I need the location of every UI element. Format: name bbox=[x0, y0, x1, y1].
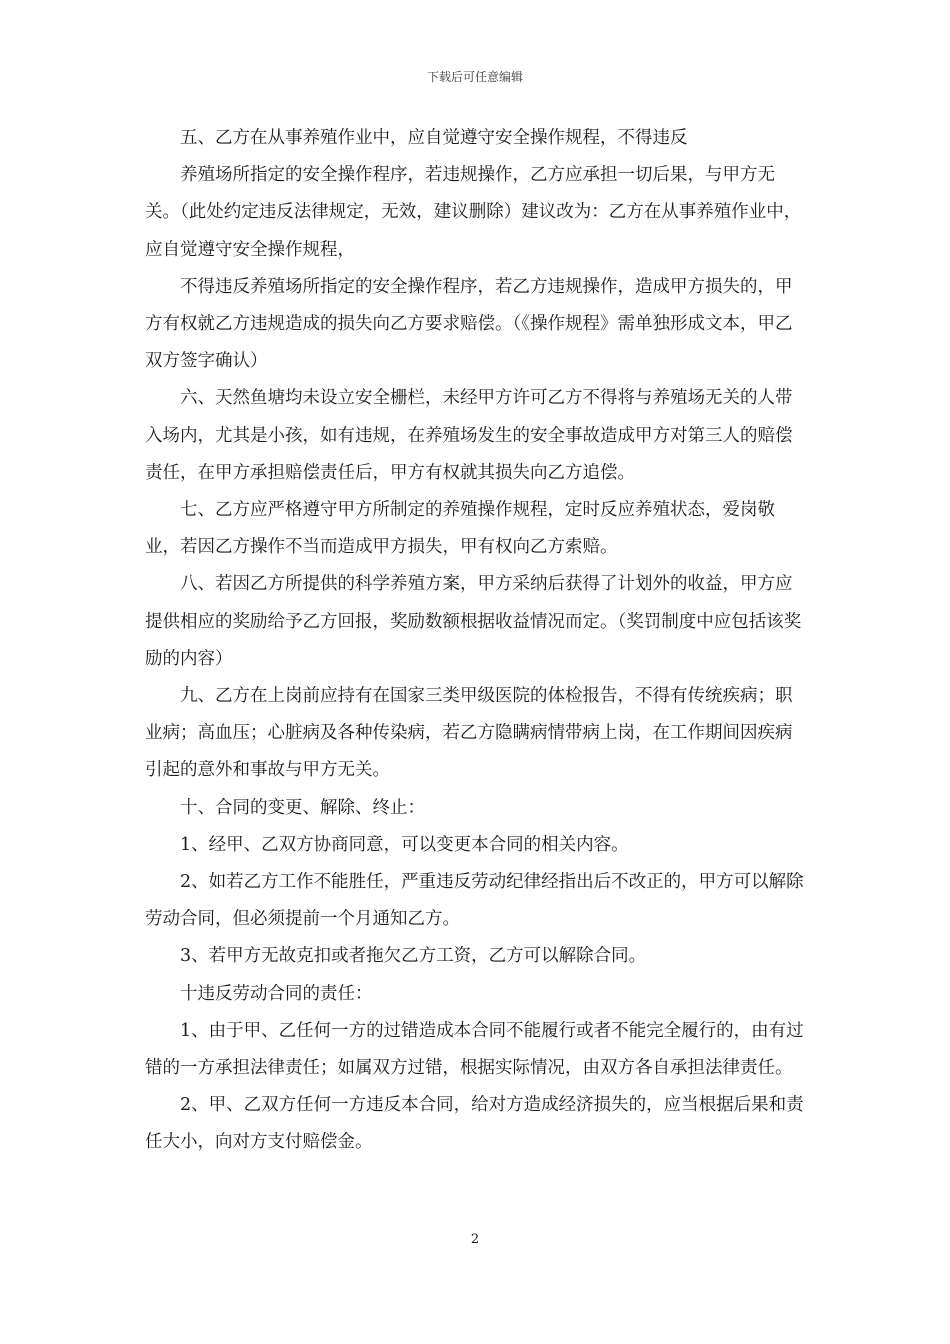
document-body bbox=[145, 120, 805, 1162]
paragraph: 九、乙方在上岗前应持有在国家三类甲级医院的体检报告，不得有传统疾病；职业病；高血压；心脏病及各种传染病，若乙方隐瞒病情带病上岗，在工作期间因疾病引起的意外和事故与甲方无关。 bbox=[145, 686, 793, 781]
paragraph: 五、乙方在从事养殖作业中，应自觉遵守安全操作规程，不得违反 bbox=[180, 128, 688, 148]
paragraph: 六、天然鱼塘均未设立安全栅栏，未经甲方许可乙方不得将与养殖场无关的人带入场内，尤其是小孩，如有违规，在养殖场发生的安全事故造成甲方对第三人的赔偿责任，在甲方承担赔偿责任后，甲方有权就其损失向乙方追偿。 bbox=[145, 388, 793, 483]
page-number: 2 bbox=[470, 1232, 480, 1247]
paragraph: 2、甲、乙双方任何一方违反本合同，给对方造成经济损失的，应当根据后果和责任大小，向对方支付赔偿金。 bbox=[145, 1095, 804, 1153]
paragraph: 十、合同的变更、解除、终止： bbox=[180, 797, 425, 818]
page-header: 下载后可任意编辑 bbox=[426, 70, 523, 84]
paragraph: 七、乙方应严格遵守甲方所制定的养殖操作规程，定时反应养殖状态，爱岗敬业，若因乙方操作不当而造成甲方损失，甲有权向乙方索赔。 bbox=[145, 500, 775, 558]
paragraph: 养殖场所指定的安全操作程序，若违规操作，乙方应承担一切后果，与甲方无关。（此处约定违反法律规定，无效，建议删除）建议改为：乙方在从事养殖作业中，应自觉遵守安全操作规程， bbox=[145, 165, 802, 260]
paragraph: 1、经甲、乙双方协商同意，可以变更本合同的相关内容。 bbox=[180, 834, 629, 855]
paragraph: 十违反劳动合同的责任： bbox=[180, 983, 373, 1004]
paragraph: 3、若甲方无故克扣或者拖欠乙方工资，乙方可以解除合同。 bbox=[180, 946, 647, 967]
paragraph: 八、若因乙方所提供的科学养殖方案，甲方采纳后获得了计划外的收益，甲方应提供相应的奖励给予乙方回报，奖励数额根据收益情况而定。（奖罚制度中应包括该奖励的内容） bbox=[145, 574, 802, 669]
paragraph: 不得违反养殖场所指定的安全操作程序，若乙方违规操作，造成甲方损失的，甲方有权就乙方违规造成的损失向乙方要求赔偿。（《操作规程》需单独形成文本，甲乙双方签字确认） bbox=[145, 276, 793, 372]
paragraph: 1、由于甲、乙任何一方的过错造成本合同不能履行或者不能完全履行的，由有过错的一方承担法律责任；如属双方过错，根据实际情况，由双方各自承担法律责任。 bbox=[145, 1020, 804, 1079]
paragraph: 2、如若乙方工作不能胜任，严重违反劳动纪律经指出后不改正的，甲方可以解除劳动合同，但必须提前一个月通知乙方。 bbox=[145, 872, 804, 930]
